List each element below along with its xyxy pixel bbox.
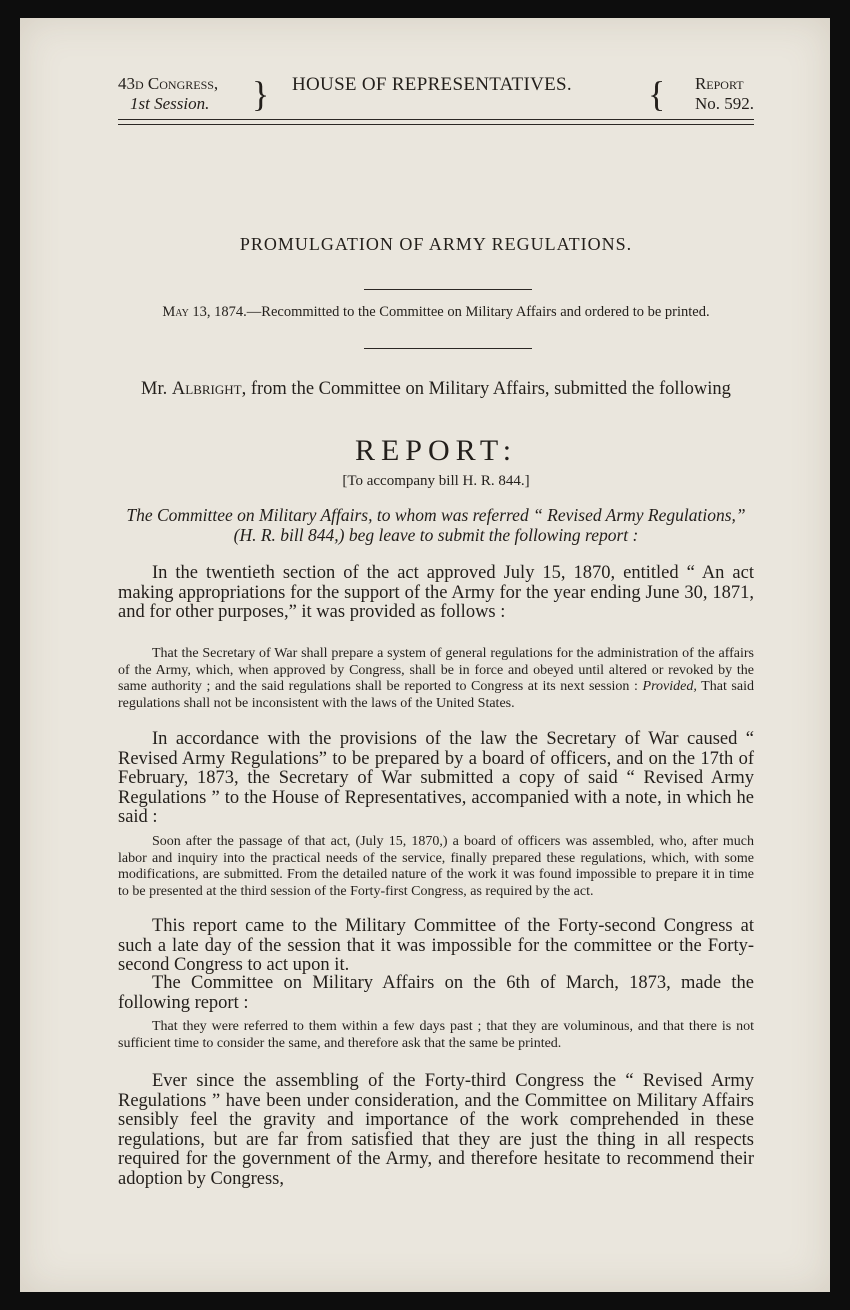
- dateline: [118, 304, 754, 320]
- house-heading: HOUSE OF REPRESENTATIVES.: [292, 74, 572, 95]
- congress-session-block: [118, 74, 218, 114]
- quote-act-text-a: That the Secretary of War shall prepare a system of general regulations for the administration of the affairs of the Army, which, when approved by Congress, shall be in force and obeyed until altered or revoked by the same authority ; and the said regulations shall be reported to Congress at its next session :: [118, 646, 754, 694]
- accompany-bill-note: [To accompany bill H. R. 844.]: [342, 473, 530, 489]
- paragraph-4: The Committee on Military Affairs on the 6th of March, 1873, made the following report :: [118, 973, 754, 1013]
- report-number: No. 592.: [694, 94, 754, 113]
- paragraph-3: This report came to the Military Committee of the Forty-second Congress at such a late day of the session that it was impossible for the committee or the Forty-second Congress to act upon it.: [118, 916, 754, 975]
- divider-rule-bottom: [364, 348, 532, 349]
- right-brace: {: [648, 74, 666, 114]
- dateline-text: 13, 1874.—Recommitted to the Committee on Military Affairs and ordered to be printed.: [188, 304, 710, 320]
- left-brace: }: [252, 74, 270, 114]
- dateline-month: May: [162, 304, 189, 320]
- document-page: [20, 18, 830, 1292]
- paragraph-5: Ever since the assembling of the Forty-third Congress the “ Revised Army Regulations ” have been under consideration, and the Committee on Military Affairs sensibly feel the gravity and importance of the work comprehended in these regulations, but are far from satisfied that they are just the thing in all respects required for the government of the Army, and therefore hesitate to recommend their adoption by Congress,: [118, 1071, 754, 1189]
- report-number-block: [695, 74, 754, 114]
- report-label: Report: [694, 74, 744, 93]
- divider-rule-top: [364, 289, 532, 290]
- submitter-name: Albright: [171, 379, 242, 399]
- header-double-rule: [118, 119, 754, 125]
- paragraph-1: In the twentieth section of the act approved July 15, 1870, entitled “ An act making appropriations for the support of the Army for the year ending June 30, 1871, and for other purposes,” it was provided as follows :: [118, 563, 754, 622]
- intro-paragraph: The Committee on Military Affairs, to whom was referred “ Revised Army Regulations,” (H. R. bill 844,) beg leave to submit the following report :: [126, 505, 746, 545]
- document-title: PROMULGATION OF ARMY REGULATIONS.: [239, 234, 633, 254]
- submitter-prefix: Mr.: [141, 379, 172, 399]
- quote-secretary-note: Soon after the passage of that act, (July 15, 1870,) a board of officers was assembled, who, after much labor and inquiry into the practical needs of the service, finally prepared these regulations, which, with some modifications, are submitted. From the detailed nature of the work it was found impossible to prepare it in time to be presented at the third session of the Forty-first Congress, as required by the act.: [118, 834, 754, 899]
- paragraph-2: In accordance with the provisions of the law the Secretary of War caused “ Revised Army Regulations” to be prepared by a board of officers, and on the 17th of February, 1873, the Secretary of War submitted a copy of said “ Revised Army Regulations ” to the House of Representatives, accompanied with a note, in which he said :: [118, 729, 754, 827]
- submitter-line: [118, 379, 754, 399]
- masthead: [118, 74, 754, 116]
- congress-label: 43d Congress,: [118, 74, 219, 93]
- quote-provided: Provided,: [642, 679, 697, 694]
- quote-committee-report: That they were referred to them within a few days past ; that they are voluminous, and that there is not sufficient time to consider the same, and therefore ask that the same be printed.: [118, 1019, 754, 1051]
- quote-act-section: [118, 646, 754, 712]
- submitter-text: , from the Committee on Military Affairs, submitted the following: [241, 379, 731, 399]
- report-heading: REPORT:: [354, 434, 518, 467]
- quote-act-text-b: That said regulations shall not be inconsistent with the laws of the United States.: [118, 679, 754, 711]
- session-label: 1st Session.: [130, 94, 210, 113]
